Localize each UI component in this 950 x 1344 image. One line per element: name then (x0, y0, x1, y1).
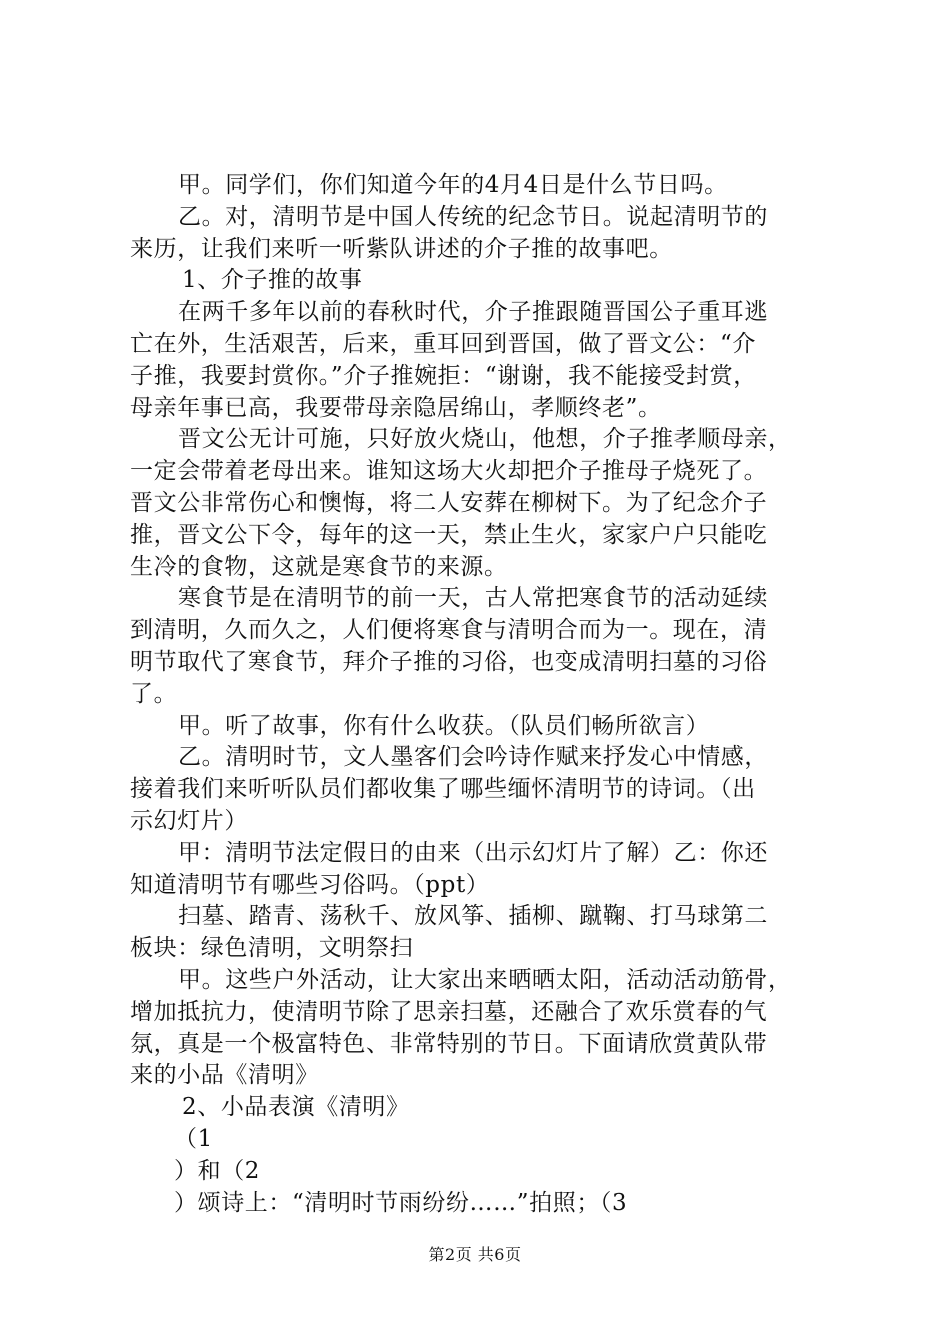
paragraph-line: 氛，真是一个极富特色、非常特别的节日。下面请欣赏黄队带 (130, 1030, 768, 1057)
paragraph-line: 甲。同学们，你们知道今年的4月4日是什么节日吗。 (178, 172, 728, 198)
paragraph-line: ）颂诗上：“清明时节雨纷纷……”拍照；（3 (174, 1189, 628, 1216)
paragraph-line: 了。 (130, 680, 178, 707)
page-number-footer: 第2页 共6页 (428, 1245, 522, 1264)
paragraph-line: 亡在外，生活艰苦，后来，重耳回到晋国，做了晋文公：“介 (130, 330, 756, 357)
paragraph-line: 来历，让我们来听一听紫队讲述的介子推的故事吧。 (130, 235, 673, 262)
paragraph-line: 在两千多年以前的春秋时代，介子推跟随晋国公子重耳逃 (178, 299, 768, 326)
section-heading: 2、小品表演《清明》 (182, 1094, 410, 1121)
paragraph-line: 知道清明节有哪些习俗吗。（ppt） (130, 871, 490, 898)
paragraph-line: 乙。对，清明节是中国人传统的纪念节日。说起清明节的 (178, 203, 768, 230)
paragraph-line: 甲：清明节法定假日的由来（出示幻灯片了解）乙：你还 (178, 839, 768, 866)
paragraph-line: 推，晋文公下令，每年的这一天，禁止生火，家家户户只能吃 (130, 521, 768, 548)
paragraph-line: 扫墓、踏青、荡秋千、放风筝、插柳、蹴鞠、打马球第二 (178, 903, 768, 930)
paragraph-line: 增加抵抗力，使清明节除了思亲扫墓，还融合了欢乐赏春的气 (130, 998, 768, 1025)
document-body (130, 170, 830, 1219)
paragraph-line: 甲。听了故事，你有什么收获。（队员们畅所欲言） (178, 712, 710, 739)
paragraph-line: 晋文公无计可施，只好放火烧山，他想，介子推孝顺母亲， (178, 426, 792, 453)
paragraph-line: 生冷的食物，这就是寒食节的来源。 (130, 553, 508, 580)
paragraph-line: （1 (174, 1125, 213, 1152)
paragraph-line: 接着我们来听听队员们都收集了哪些缅怀清明节的诗词。（出 (130, 776, 756, 803)
paragraph-line: 一定会带着老母出来。谁知这场大火却把介子推母子烧死了。 (130, 458, 768, 485)
paragraph-line: 来的小品《清明》 (130, 1062, 319, 1089)
paragraph-line: 板块：绿色清明，文明祭扫 (130, 935, 414, 962)
section-heading: 1、介子推的故事 (182, 267, 363, 294)
paragraph-line: 到清明，久而久之，人们便将寒食与清明合而为一。现在，清 (130, 617, 768, 644)
paragraph-line: 甲。这些户外活动，让大家出来晒晒太阳，活动活动筋骨， (178, 966, 792, 993)
paragraph-line: 明节取代了寒食节，拜介子推的习俗，也变成清明扫墓的习俗 (130, 648, 768, 675)
paragraph-line: 晋文公非常伤心和懊悔，将二人安葬在柳树下。为了纪念介子 (130, 489, 768, 516)
paragraph-line: 寒食节是在清明节的前一天，古人常把寒食节的活动延续 (178, 585, 768, 612)
paragraph-line: 子推，我要封赏你。”介子推婉拒：“谢谢，我不能接受封赏， (130, 362, 757, 389)
paragraph-line: ）和（2 (174, 1157, 261, 1184)
paragraph-line: 母亲年事已高，我要带母亲隐居绵山，孝顺终老”。 (130, 394, 662, 421)
paragraph-line: 示幻灯片） (130, 807, 248, 834)
paragraph-line: 乙。清明时节，文人墨客们会吟诗作赋来抒发心中情感， (178, 744, 768, 771)
